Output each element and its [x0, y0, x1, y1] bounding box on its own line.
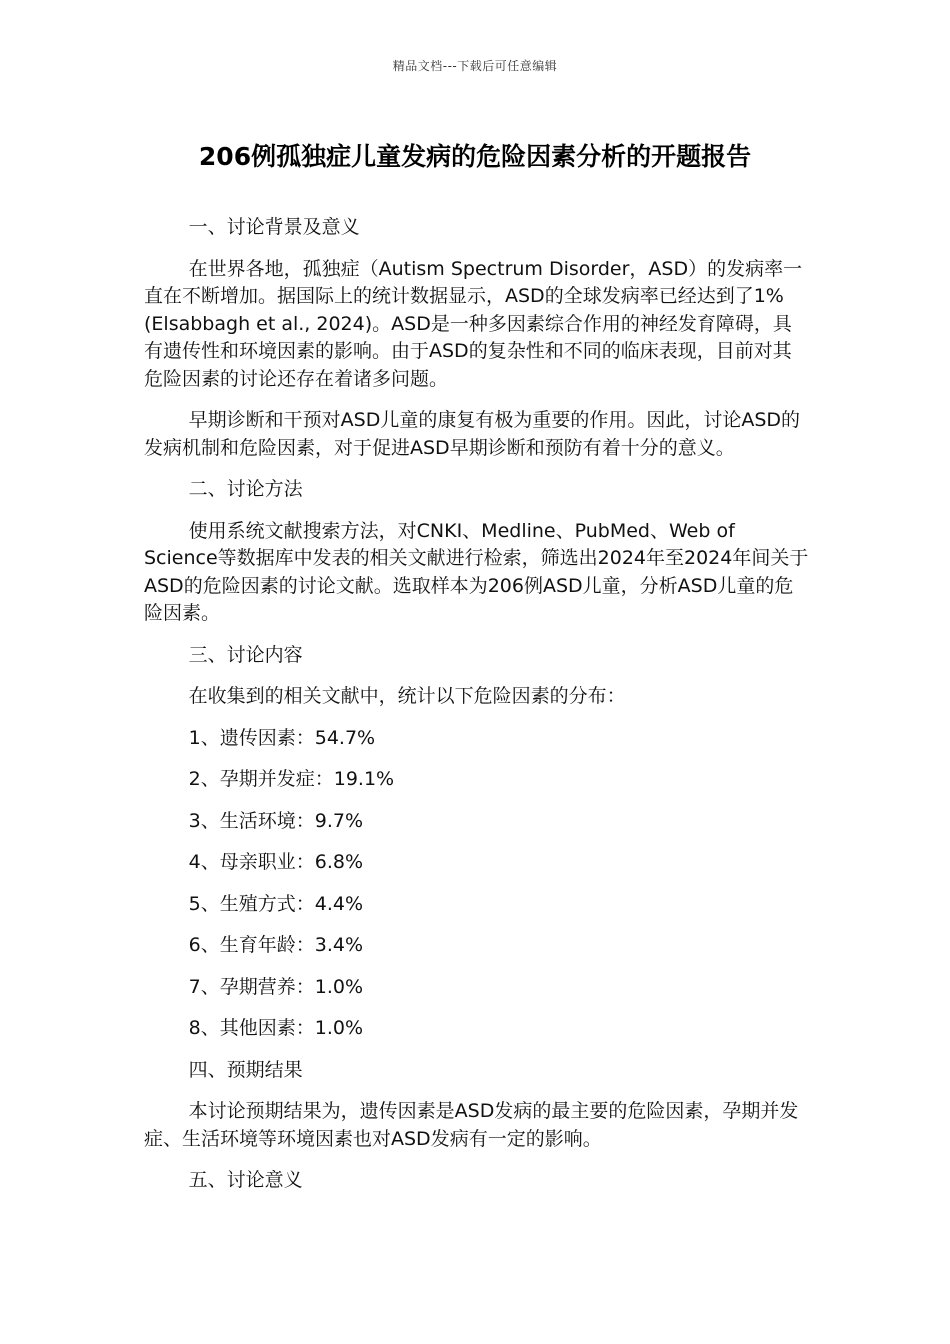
document-body [144, 214, 809, 1209]
risk-factor-item: 5、生殖方式：4.4% [188, 892, 363, 915]
risk-factor-item: 3、生活环境：9.7% [188, 809, 363, 832]
header-note: 精品文档---下载后可任意编辑 [392, 59, 558, 73]
paragraph-background-2: 早期诊断和干预对ASD儿童的康复有极为重要的作用。因此，讨论ASD的发病机制和危险因素，对于促进ASD早期诊断和预防有着十分的意义。 [144, 409, 801, 459]
section-heading-expected-results: 四、预期结果 [188, 1058, 303, 1081]
risk-factor-item: 4、母亲职业：6.8% [188, 851, 363, 873]
section-heading-method: 二、讨论方法 [188, 478, 303, 500]
section-heading-background: 一、讨论背景及意义 [188, 216, 360, 238]
section-heading-content: 三、讨论内容 [188, 643, 303, 666]
risk-factor-item: 6、生育年龄：3.4% [188, 934, 363, 956]
paragraph-method: 使用系统文献搜索方法，对CNKI、Medline、PubMed、Web of Science等数据库中发表的相关文献进行检索，筛选出2024年至2024年间关于ASD的危险因素的讨论文献。选取样本为206例ASD儿童，分析ASD儿童的危险因素。 [144, 519, 809, 624]
risk-factor-item: 2、孕期并发症：19.1% [188, 768, 395, 790]
paragraph-content-intro: 在收集到的相关文献中，统计以下危险因素的分布： [188, 685, 626, 707]
risk-factor-item: 8、其他因素：1.0% [188, 1017, 363, 1039]
risk-factor-item: 7、孕期营养：1.0% [188, 975, 363, 998]
section-heading-significance: 五、讨论意义 [188, 1169, 303, 1191]
paragraph-expected-results: 本讨论预期结果为，遗传因素是ASD发病的最主要的危险因素，孕期并发症、生活环境等环境因素也对ASD发病有一定的影响。 [144, 1100, 799, 1150]
document-title: 206例孤独症儿童发病的危险因素分析的开题报告 [198, 142, 752, 171]
risk-factor-item: 1、遗传因素：54.7% [188, 726, 376, 749]
paragraph-background-1: 在世界各地，孤独症（Autism Spectrum Disorder，ASD）的发病率一直在不断增加。据国际上的统计数据显示，ASD的全球发病率已经达到了1%(Elsabbagh et al., 2024)。ASD是一种多因素综合作用的神经发育障碍，具有遗传性和环境因素的影响。由于ASD的复杂性和不同的临床表现，目前对其危险因素的讨论还存在着诸多问题。 [144, 257, 803, 390]
